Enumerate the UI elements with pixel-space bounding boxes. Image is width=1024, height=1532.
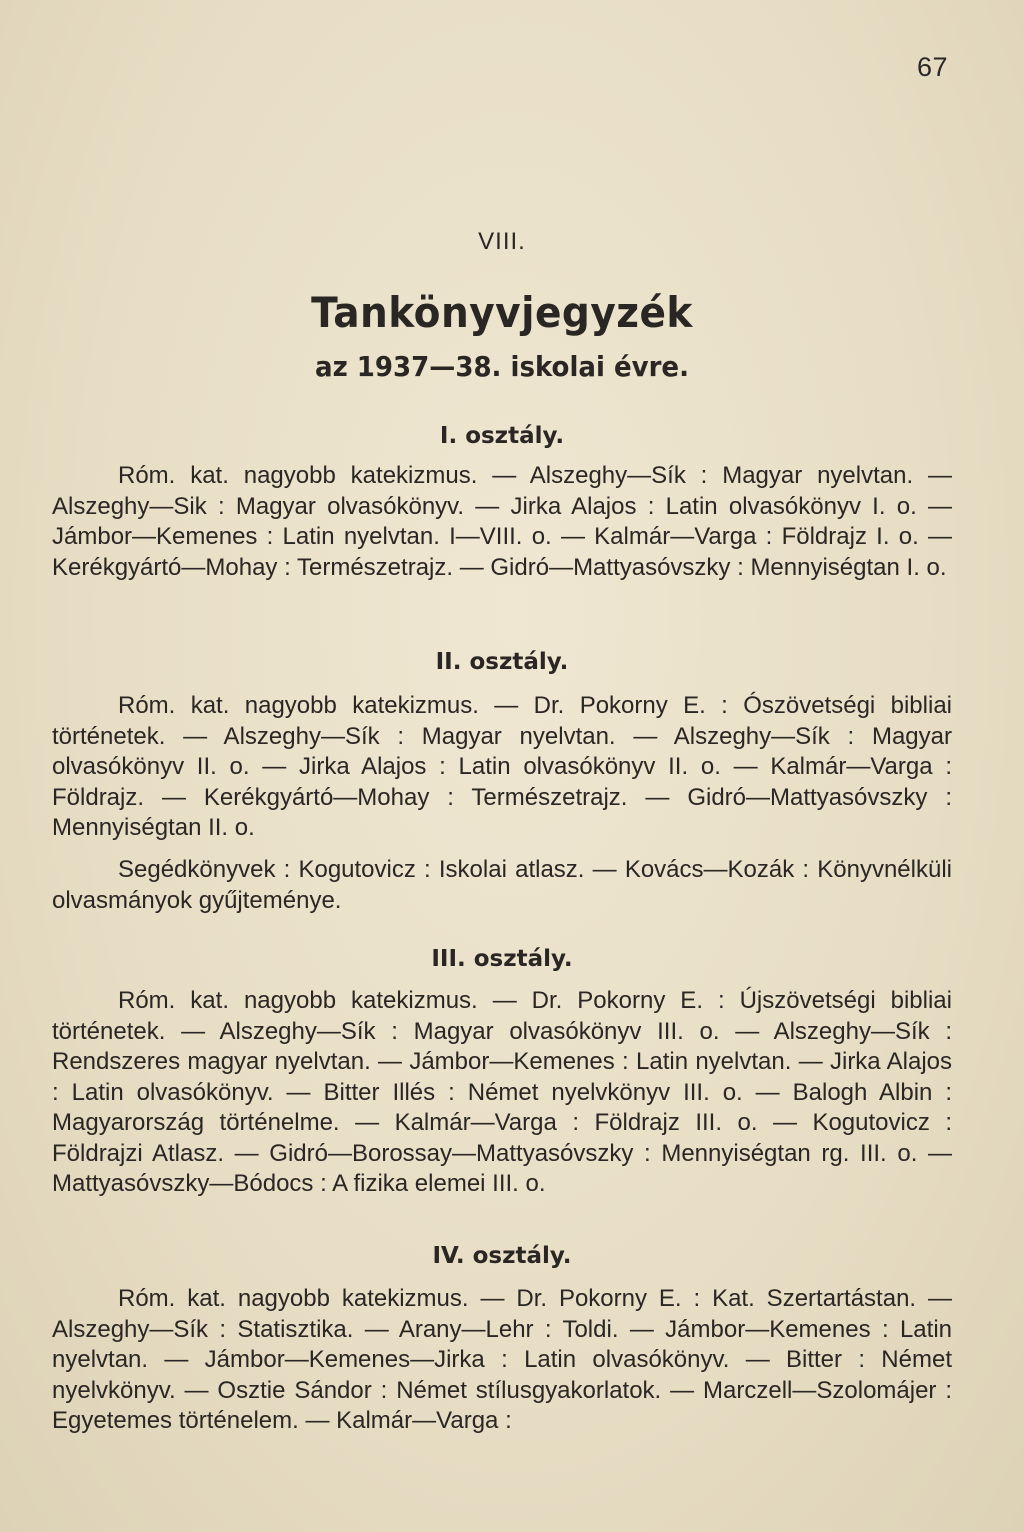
section-heading-class-2: II. osztály. <box>435 649 569 675</box>
section-heading-class-3: III. osztály. <box>431 946 573 972</box>
section-paragraph-class-3: Róm. kat. nagyobb katekizmus. — Dr. Pokorny E. : Újszövetségi bibliai történetek. — Alszeghy—Sík : Magyar olvasókönyv III. o. — Alszeghy—Sík : Rendszeres magyar nyelvtan. — Jámbor—Kemenes : Latin nyelvtan. — Jirka Alajos : Latin olvasókönyv. — Bitter Illés : Német nyelvkönyv III. o. — Balogh Albin : Magyarország történelme. — Kalmár—Varga : Földrajz III. o. — Kogutovicz : Földrajzi Atlasz. — Gidró—Borossay—Mattyasóvszky : Mennyiségtan rg. III. o. — Mattyasóvszky—Bódocs : A fizika elemei III. o. <box>52 987 952 1197</box>
section-heading-class-1: I. osztály. <box>439 423 565 449</box>
section-heading-class-4: IV. osztály. <box>432 1243 572 1269</box>
section-paragraph-class-2-aids: Segédkönyvek : Kogutovicz : Iskolai atlasz. — Kovács—Kozák : Könyvnélküli olvasmányok gyűjteménye. <box>52 856 952 914</box>
chapter-number: VIII. <box>478 228 526 255</box>
section-paragraph-class-1: Róm. kat. nagyobb katekizmus. — Alszeghy—Sík : Magyar nyelvtan. — Alszeghy—Sik : Magyar olvasókönyv. — Jirka Alajos : Latin olvasókönyv I. o. — Jámbor—Kemenes : Latin nyelvtan. I—VIII. o. — Kalmár—Varga : Földrajz I. o. — Kerékgyártó—Mohay : Természetrajz. — Gidró—Mattyasóvszky : Mennyiségtan I. o. <box>52 462 952 581</box>
page-subtitle: az 1937—38. iskolai évre. <box>315 350 689 383</box>
page-number: 67 <box>916 52 948 82</box>
section-paragraph-class-2: Róm. kat. nagyobb katekizmus. — Dr. Pokorny E. : Ószövetségi bibliai történetek. — Alszeghy—Sík : Magyar nyelvtan. — Alszeghy—Sík : Magyar olvasókönyv II. o. — Jirka Alajos : Latin olvasókönyv II. o. — Kalmár—Varga : Földrajz. — Kerékgyártó—Mohay : Természetrajz. — Gidró—Mattyasóvszky : Mennyiségtan II. o. <box>52 692 952 841</box>
page-title: Tankönyvjegyzék <box>311 288 693 337</box>
section-paragraph-class-4: Róm. kat. nagyobb katekizmus. — Dr. Pokorny E. : Kat. Szertartástan. — Alszeghy—Sík : Statisztika. — Arany—Lehr : Toldi. — Jámbor—Kemenes : Latin nyelvtan. — Jámbor—Kemenes—Jirka : Latin olvasókönyv. — Bitter : Német nyelvkönyv. — Osztie Sándor : Német stílusgyakorlatok. — Marczell—Szolomájer : Egyetemes történelem. — Kalmár—Varga : <box>52 1285 952 1434</box>
